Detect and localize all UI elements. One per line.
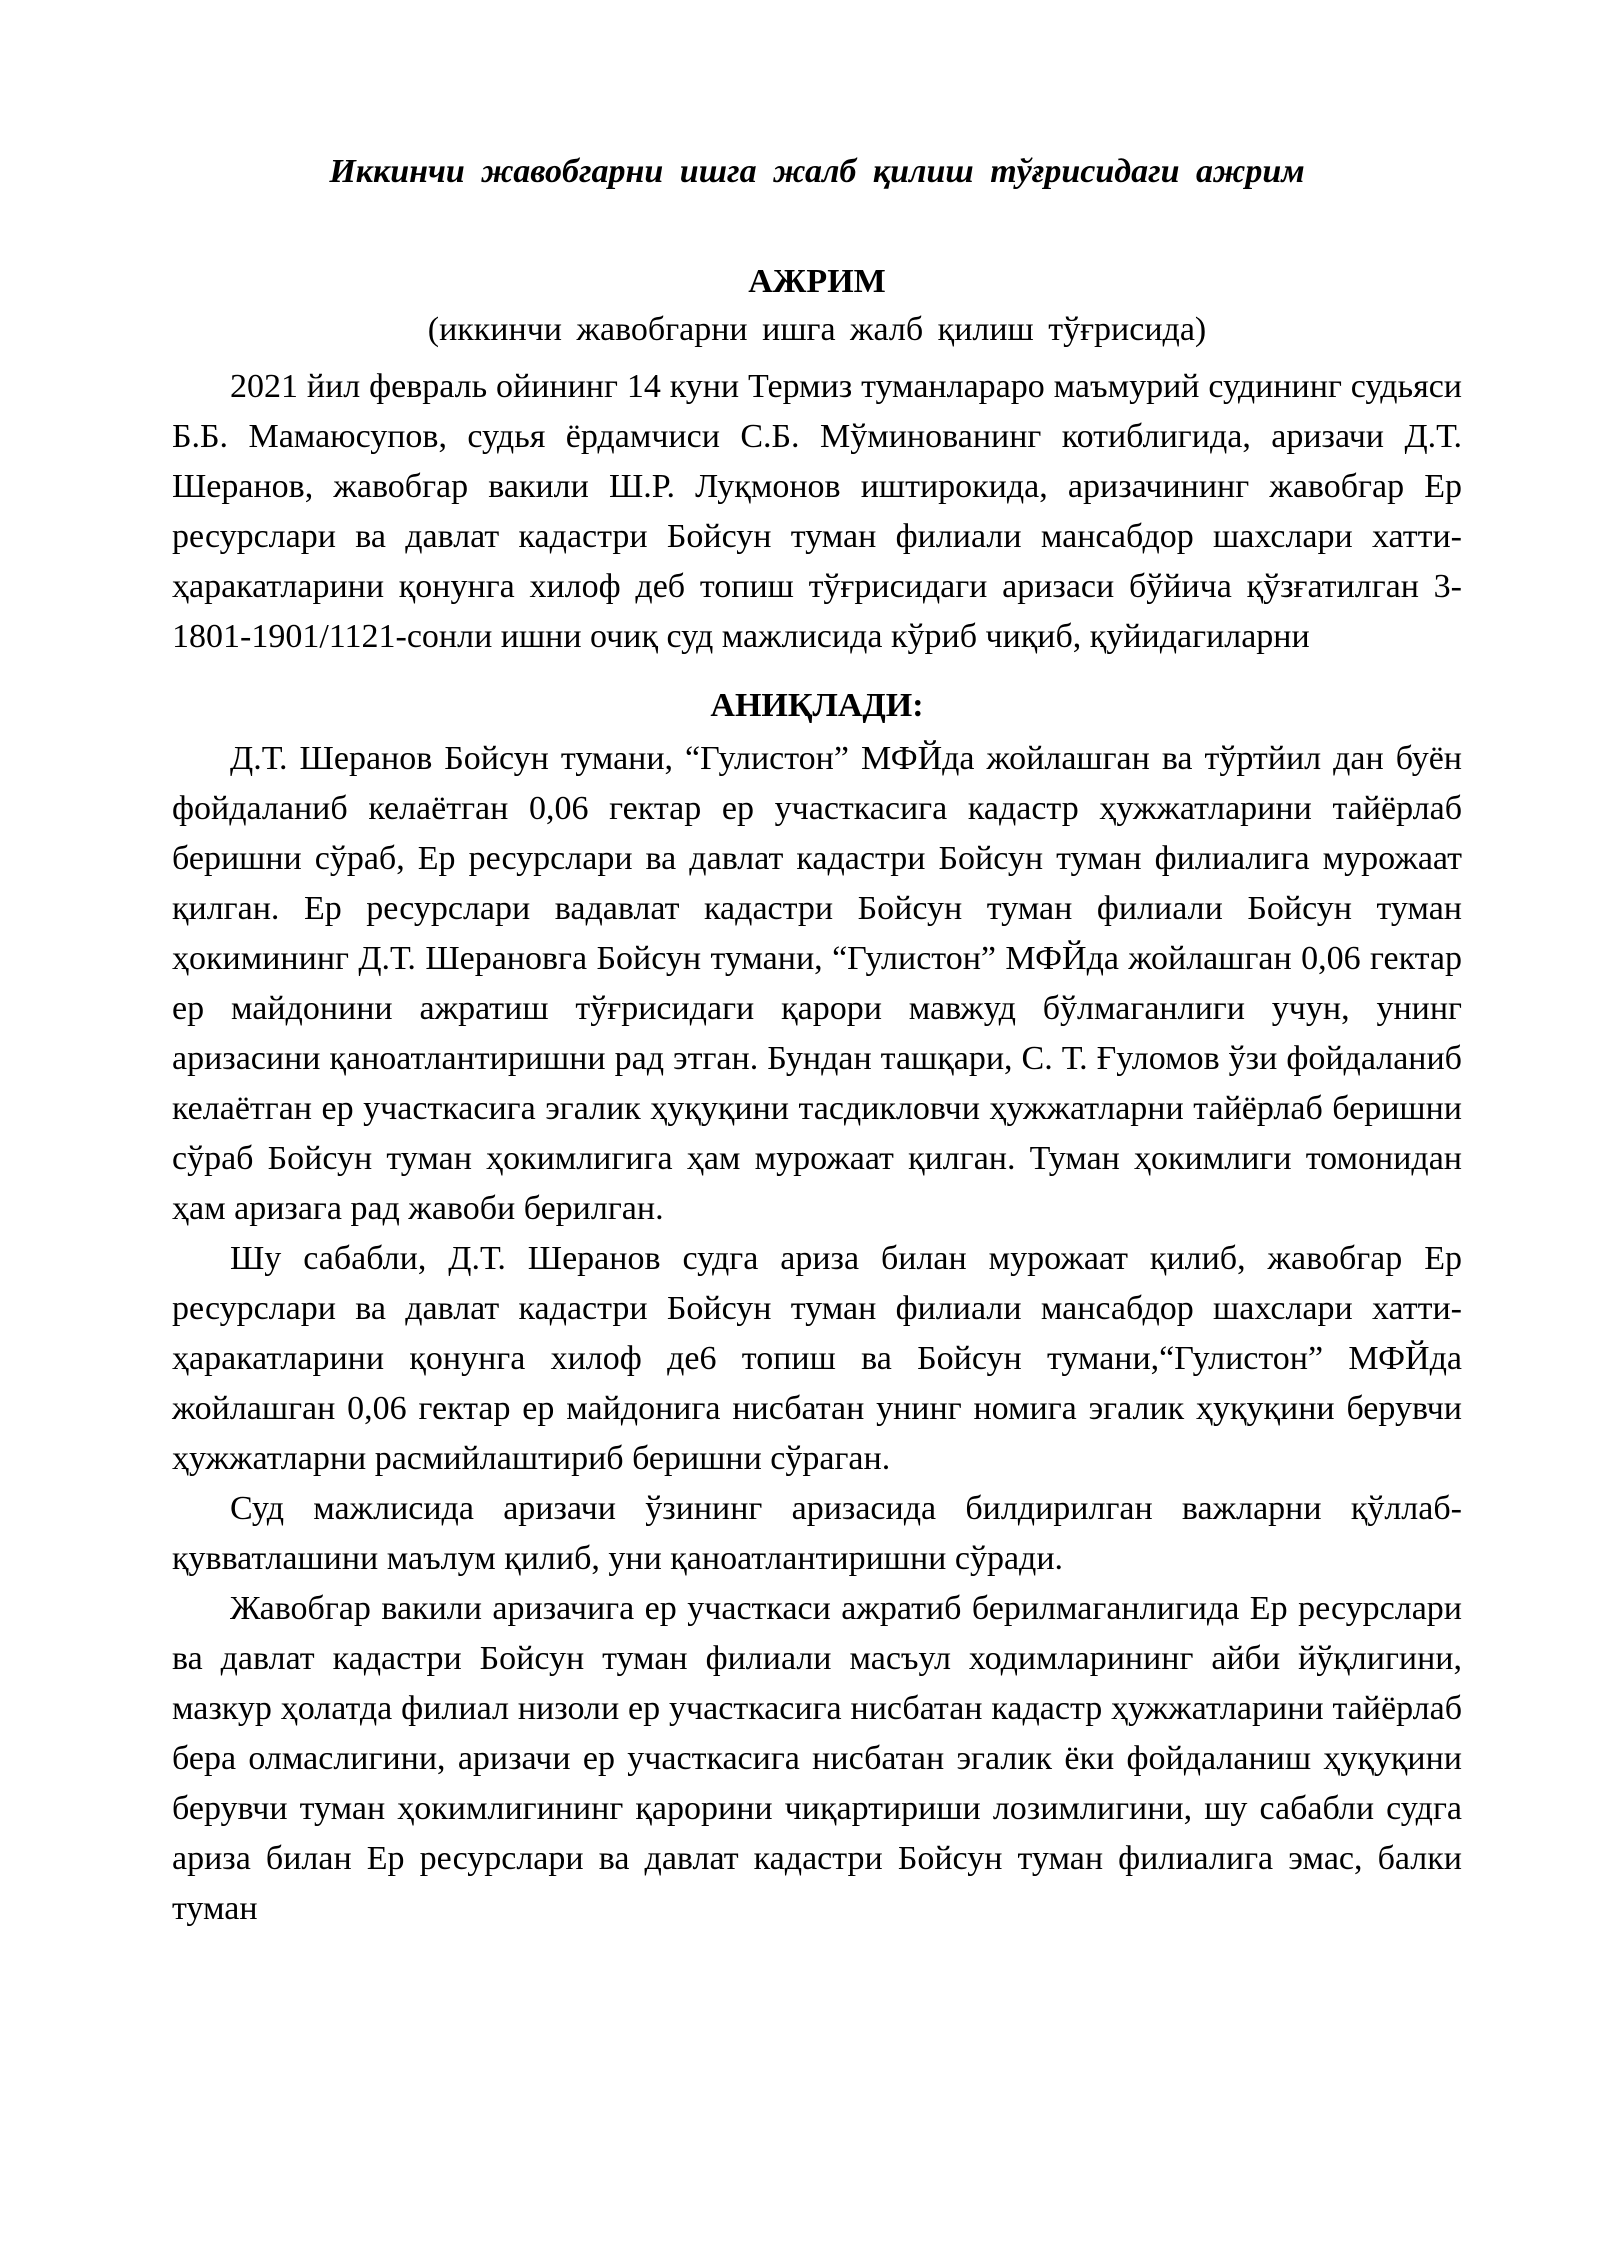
document-subtitle: (иккинчи жавобгарни ишга жалб қилиш тўғрисида) xyxy=(427,311,1207,348)
intro-paragraph: 2021 йил февраль ойининг 14 куни Термиз туманлараро маъмурий судининг судьяси Б.Б. Мамаюсупов, судья ёрдамчиси С.Б. Мўминованинг котиблигида, аризачи Д.Т. Шеранов, жавобгар вакили Ш.Р. Луқмонов иштирокида, аризачининг жавобгар Ер ресурслари ва давлат кадастри Бойсун туман филиали мансабдор шахслари хатти-ҳаракатларини қонунга хилоф деб топиш тўғрисидаги аризаси бўйича қўзғатилган 3-1801-1901/1121-сонли ишни очиқ суд мажлисида кўриб чиқиб, қуйидагиларни xyxy=(172,368,1462,655)
body-paragraph-2: Шу сабабли, Д.Т. Шеранов судга ариза билан мурожаат қилиб, жавобгар Ер ресурслари ва давлат кадастри Бойсун туман филиали мансабдор шахслари хатти-ҳаракатларини қонунга хилоф де6 топиш ва Бойсун тумани,“Гулистон” МФЙда жойлашган 0,06 гектар ер майдонига нисбатан унинг номига эгалик ҳуқуқини берувчи ҳужжатларни расмийлаштириб беришни сўраган. xyxy=(172,1240,1462,1477)
body-paragraph-3: Суд мажлисида аризачи ўзининг аризасида билдирилган важларни қўллаб-қувватлашини маълум қилиб, уни қаноатлантиришни сўради. xyxy=(172,1490,1462,1577)
section-title: АНИҚЛАДИ: xyxy=(710,687,924,724)
document-title: АЖРИМ xyxy=(748,263,886,300)
document-page xyxy=(172,150,1462,1934)
document-heading: Иккинчи жавобгарни ишга жалб қилиш тўғрисидаги ажрим xyxy=(329,153,1305,190)
body-paragraph-4: Жавобгар вакили аризачига ер участкаси ажратиб берилмаганлигида Ер ресурслари ва давлат кадастри Бойсун туман филиали масъул ходимларининг айби йўқлигини, мазкур ҳолатда филиал низоли ер участкасига нисбатан кадастр ҳужжатларини тайёрлаб бера олмаслигини, аризачи ер участкасига нисбатан эгалик ёки фойдаланиш ҳуқуқини берувчи туман ҳокимлигининг қарорини чиқартириши лозимлигини, шу сабабли судга ариза билан Ер ресурслари ва давлат кадастри Бойсун туман филиалига эмас, балки туман xyxy=(172,1590,1462,1927)
body-paragraph-1: Д.Т. Шеранов Бойсун тумани, “Гулистон” МФЙда жойлашган ва тўртйил дан буён фойдаланиб келаётган 0,06 гектар ер участкасига кадастр ҳужжатларини тайёрлаб беришни сўраб, Ер ресурслари ва давлат кадастри Бойсун туман филиалига мурожаат қилган. Ер ресурслари вадавлат кадастри Бойсун туман филиали Бойсун туман ҳокимининг Д.Т. Шерановга Бойсун тумани, “Гулистон” МФЙда жойлашган 0,06 гектар ер майдонини ажратиш тўғрисидаги қарори мавжуд бўлмаганлиги учун, унинг аризасини қаноатлантиришни рад этган. Бундан ташқари, С. Т. Ғуломов ўзи фойдаланиб келаётган ер участкасига эгалик ҳуқуқини тасдикловчи ҳужжатларни тайёрлаб беришни сўраб Бойсун туман ҳокимлигига ҳам мурожаат қилган. Туман ҳокимлиги томонидан ҳам аризага рад жавоби берилган. xyxy=(172,740,1462,1227)
